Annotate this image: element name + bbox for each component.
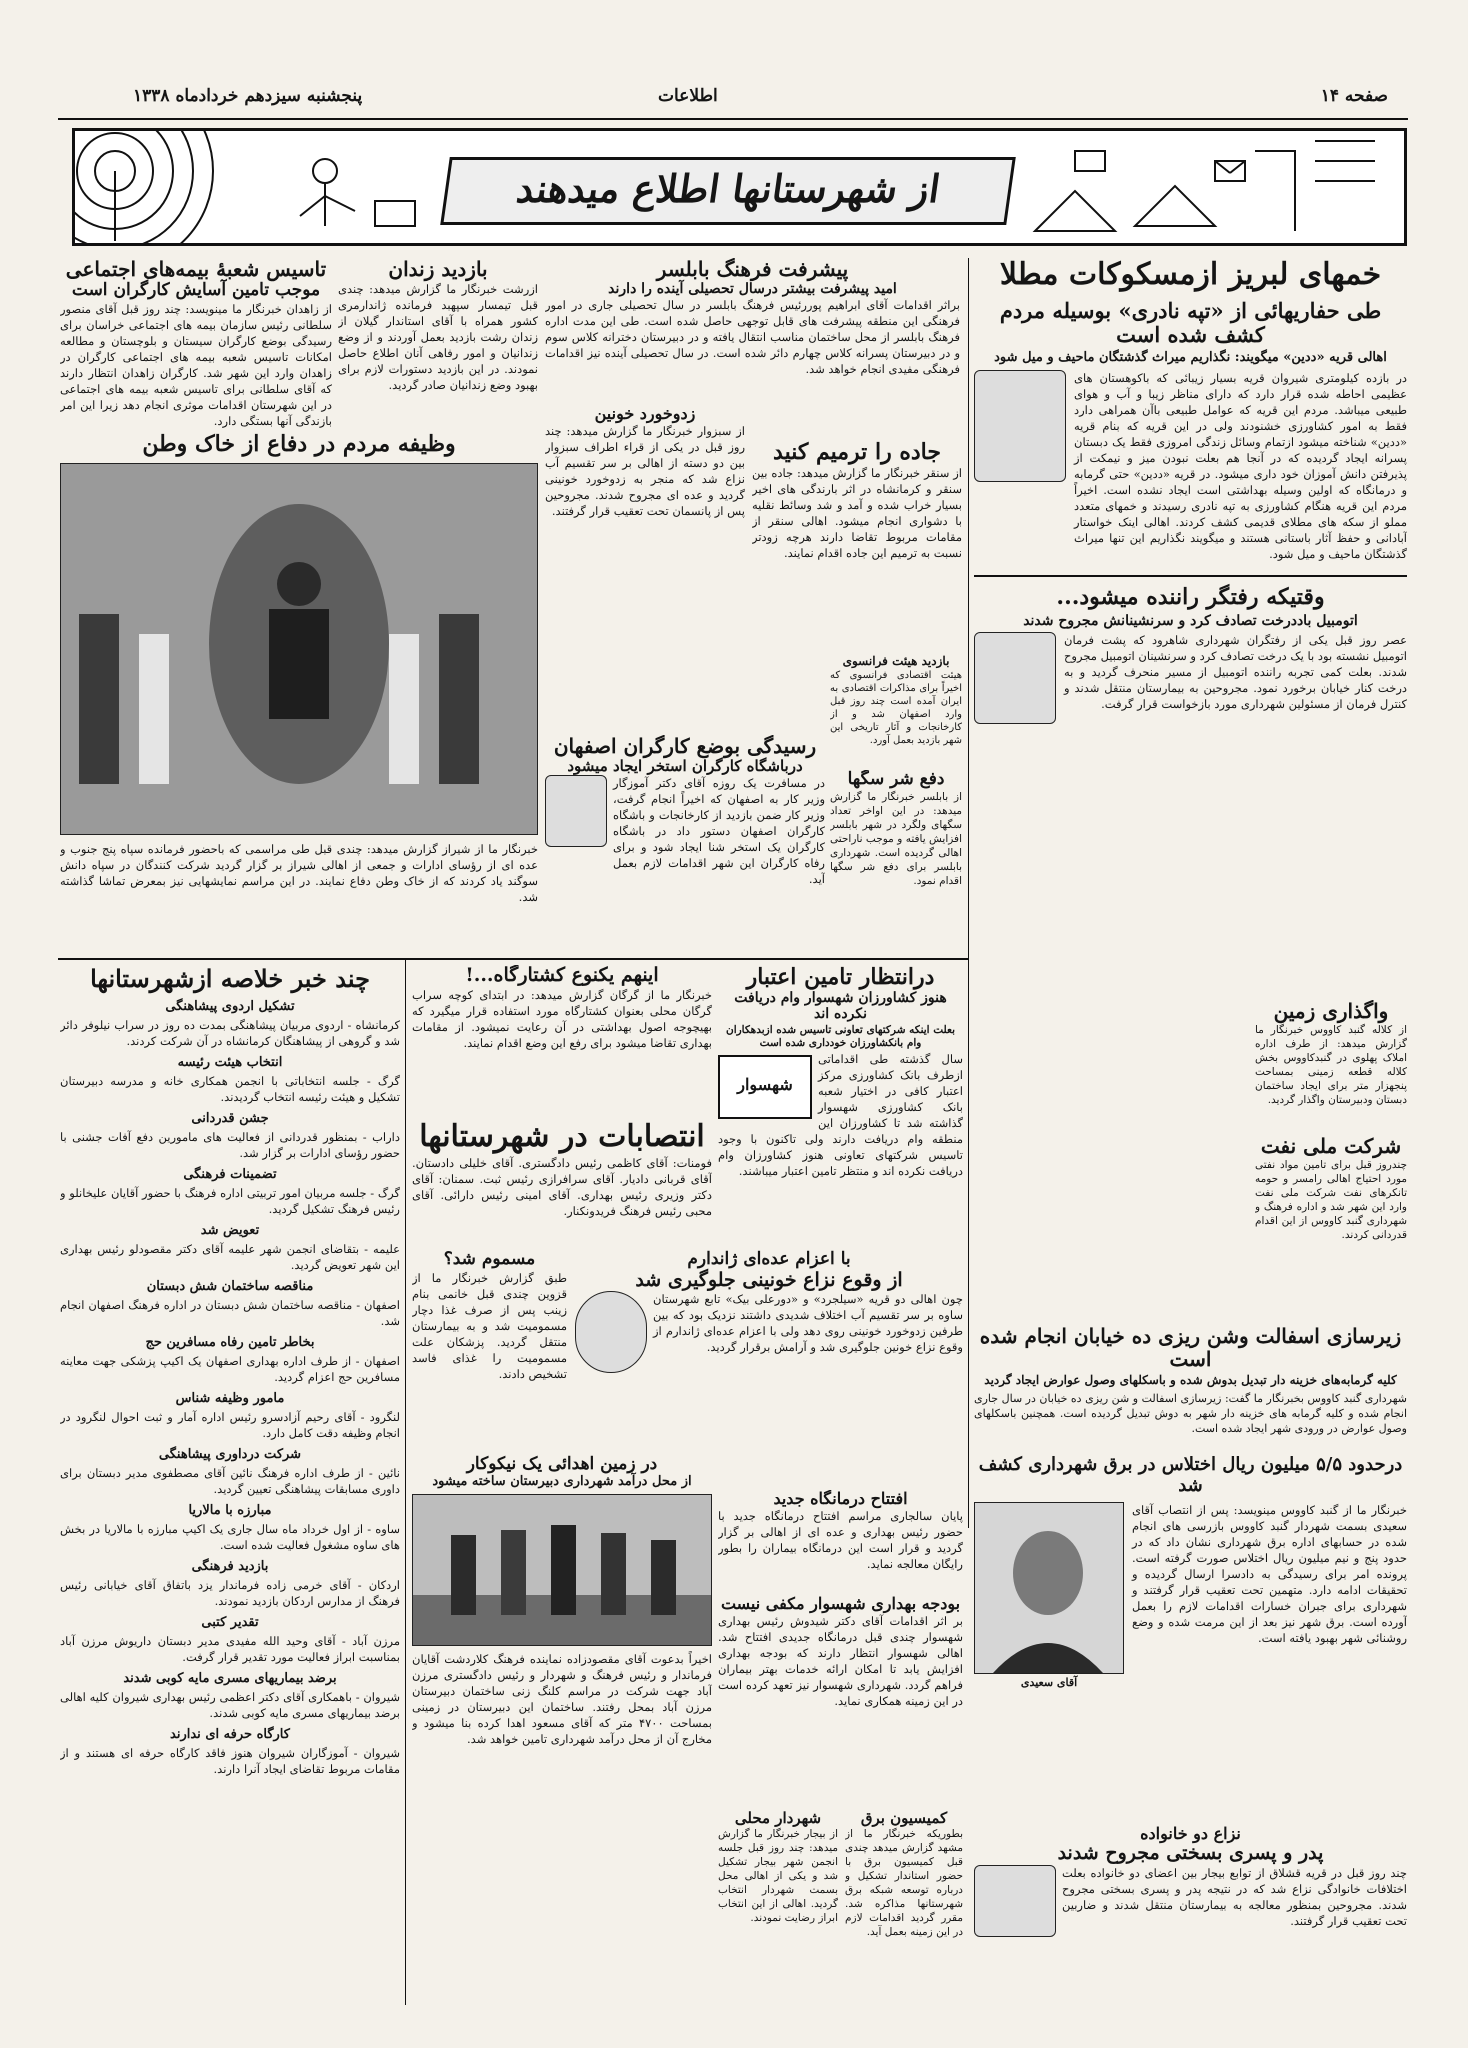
- story-killer: [412, 965, 712, 1115]
- body-accident: عصر روز قبل یکی از رفتگران شهرداری شاهرود که پشت فرمان اتومبیل نشسته بود با یک درخت تصادف کرد و سرنشینان اتومبیل مجروح شدند. بعلت کمی تجربه راننده اتومبیل از مسیر منحرف گردید و به درخت کنار خیابان برخورد نمود. مجروحین به بیمارستان منتقل شدند و کنترل فرمان از مسئولین شهرداری مورد بازخواست قرار گرفت.: [1064, 633, 1407, 712]
- subhead: درباشگاه کارگران استخر ایجاد میشود: [567, 757, 803, 775]
- summary-item-text: مرزن آباد - آقای وحید الله مفیدی مدیر دبستان داریوش مرزن آباد بمناسبت ابراز فعالیت مورد تقدیر قرار گرفت.: [60, 1633, 400, 1664]
- body: بر اثر اقدامات آقای دکتر شیدوش رئیس بهداری شهسوار چندی قبل درمانگاه جدیدی افتتاح شد. اهالی شهسوار انتظار دارند که بودجه بهداری افزایش یابد تا امکان ارائه خدمات بهتر بیماران فراهم گردد. شهرداری شهسوار نیز تعهد کرده است در این زمینه همکاری نماید.: [718, 1614, 963, 1709]
- summary-item-title: بازدید فرهنگی: [191, 1558, 269, 1574]
- headline: پیشرفت فرهنگ بابلسر: [656, 258, 849, 281]
- summary-item-text: اصفهان - مناقصه ساختمان شش دبستان در اداره فرهنگ اصفهان انجام شد.: [60, 1297, 400, 1328]
- summary-item-title: تضمینات فرهنگی: [183, 1166, 277, 1182]
- summary-item-title: تقدیر کتبی: [201, 1614, 259, 1630]
- summary-item-title: مبارزه با مالاریا: [188, 1502, 272, 1518]
- banner-title: از شهرستانها اطلاع میدهند: [440, 157, 1016, 225]
- story-tabriz: [974, 258, 1407, 998]
- subhead: هنوز کشاورزان شهسوار وام دریافت نکرده اند: [734, 990, 947, 1023]
- story-defense: [60, 432, 538, 952]
- headline: بودجه بهداری شهسوار مکفی نیست: [720, 1595, 961, 1613]
- summary-item-text: اصفهان - از طرف اداره بهداری اصفهان یک اکیپ پزشکی جهت معاینه مسافرین حج اعزام گردید.: [60, 1353, 400, 1384]
- body: در مسافرت یک روزه آقای دکتر آموزگار وزیر کار به اصفهان که اخیراً انجام گرفت، وزیر کار ضمن بازدید از کارخانجات و باشگاه کارگران اصفهان دستور داد در باشگاه کارگران یک استخر شنا ایجاد شود و برای رفاه کارگران این شهر اقدامات لازم بعمل آید.: [613, 776, 825, 887]
- body: ازرشت خبرنگار ما گزارش میدهد: چندی قبل تیمسار سپهبد فرمانده ژاندارمری کشور همراه با آقای استاندار گیلان از زندان رشت بازدید بعمل آوردند و از وضع زندانیان و امور رفاهی آنان اطلاع حاصل نمودند. در این بازدید دستورات لازم برای بهبود وضع زندانیان صادر گردید.: [338, 282, 538, 392]
- body: خبرنگار ما از گنبد کاووس مینویسد: پس از انتصاب آقای سعیدی بسمت شهردار گنبد کاووس بازرسی های انجام شده در حسابهای اداره برق شهرداری نشان داد که در حدود پنج و نیم میلیون ریال اختلاس صورت گرفته است. پرونده امر برای رسیدگی به دادسرا ارسال گردیده و تحقیقات ادامه دارد. متهمین تحت تعقیب قرار گرفتند و شهرداری برای جبران خسارات اقدامات لازم را بعمل آورده است. برق شهر نیز بعد از این مرمت شده و وضع روشنائی شهر بهبود یافته است.: [1132, 1503, 1407, 1646]
- summary-item-text: لنگرود - آقای رحیم آزادسرو رئیس اداره آمار و ثبت احوال لنگرود در انجام وظیفه دقت کامل دارد.: [60, 1409, 400, 1440]
- headline: جاده را ترمیم کنید: [773, 440, 941, 465]
- story-credit: [718, 965, 963, 1215]
- story-culture: [545, 258, 960, 398]
- summary-item-text: اردکان - آقای خرمی زاده فرماندار یزد باتفاق آقای خیابانی رئیس فرهنگ از مدارس اردکان بازدید نمودند.: [60, 1577, 400, 1608]
- subhead: موجب تامین آسایش کارگران است: [71, 280, 321, 300]
- headline: کمیسیون برق: [860, 1810, 948, 1827]
- summary-item-text: ساوه - از اول خرداد ماه سال جاری یک اکیپ مبارزه با مالاریا در بخش های ساوه مشغول فعالیت شده است.: [60, 1521, 400, 1552]
- headline: بازدید زندان: [388, 258, 488, 281]
- headline: انتصابات در شهرستانها: [419, 1120, 705, 1154]
- portrait-caption: آقای سعیدی: [1020, 1676, 1078, 1690]
- lead: بعلت اینکه شرکتهای تعاونی تاسیس شده ازبدهکاران وام بانکشاورزان خودداری شده است: [725, 1024, 956, 1049]
- headline: وظیفه مردم در دفاع از خاک وطن: [142, 432, 456, 457]
- car-crash-icon: [974, 632, 1056, 724]
- headline: زیرسازی اسفالت وشن ریزی ده خیابان انجام شده است: [979, 1325, 1402, 1371]
- subhead: طی حفاریهائی از «تپه نادری» بوسیله مردم کشف شده است: [999, 297, 1382, 347]
- body: فومنات: آقای کاظمی رئیس دادگستری. آقای خلیلی دادستان. آقای قربانی دادیار. آقای سرافرازی رئیس ثبت. سمنان: آقای دکتر وزیری رئیس بهداری. آقای امینی رئیس دارائی. آقای محبی رئیس فرهنگ فریدونکنار.: [412, 1155, 712, 1218]
- summary-item-title: بخاطر تامین رفاه مسافرین حج: [145, 1334, 315, 1350]
- summary-item-title: جشن قدردانی: [191, 1110, 269, 1126]
- body: از کلاله گنبد کاووس خبرنگار ما گزارش میدهد: از طرف اداره املاک پهلوی در گنبدکاووس بخش کلاله قطعه زمینی بمساحت پنجهزار متر برای ایجاد ساختمان دبستان ودبیرستان واگذار گردید.: [1255, 1024, 1407, 1106]
- groundbreaking-photo: [412, 1494, 712, 1646]
- headline: شهردار محلی: [734, 1810, 822, 1827]
- summary-item-title: شرکت درداوری پیشاهنگی: [158, 1446, 302, 1462]
- subhead: از وقوع نزاع خونینی جلوگیری شد: [635, 1268, 903, 1291]
- headline: در زمین اهدائی یک نیکوکار: [466, 1455, 658, 1474]
- summary-item-text: داراب - بمنظور قدردانی از فعالیت های مامورین دفع آفات جشنی با حضور رؤسای ادارات بر گزار شد.: [60, 1129, 400, 1160]
- story-land: [1255, 1000, 1407, 1130]
- subhead-accident: اتومبیل باددرخت تصادف کرد و سرنشینانش مجروح شدند: [1023, 613, 1358, 630]
- story-clinic: [718, 1490, 963, 1590]
- headline: نزاع دو خانواده: [1140, 1825, 1241, 1843]
- headline: زدوخورد خونین: [594, 405, 696, 423]
- body: از زاهدان خبرنگار ما مینویسد: چند روز قبل آقای منصور سلطانی رئیس سازمان بیمه های اجتماعی خراسان برای رسیدگی بوضع کارگران سیستان و بلوچستان و مطالعه امکانات تاسیس شعبه بیمه های اجتماعی کارگران در زاهدان وارد این شهر شد. کارگران زاهدان انتظار دارند که آقای سلطانی برای تاسیس شعبه بیمه های اجتماعی در این شهرستان اقدامات موثری انجام دهد زیرا این امر بازندگی آنها بستگی دارد.: [60, 301, 332, 428]
- story-feud: [974, 1825, 1407, 2005]
- body: در بازده کیلومتری شیروان قریه بسیار زیبائی که باکوهستان های عظیمی احاطه شده قرار دارد که دارای مناظر زیبا و آب و هوای طبیعی میباشد. مردم این قریه که عوامل طبیعی باآن همراهی دارد فقط به امور کشاورزی خشنودند ولی در این قریه که بنام قریه «ددین» شناخته میشود ازتمام وسائل زندگی امروزی فقط یک دبستان پسرانه ایجاد گردیده که در آنجا هم بعلت نبودن میز و نیمکت از پذیرفتن دانش آموزان خود داری میشود. در قریه «ددین» حتی گرمابه و درمانگاه که اولین وسیله بهداشتی است ایجاد نشده است. اخیراً مردم این قریه هنگام کشاورزی به تپه نادری رسیدند و خمهای متعدد مملو از سکه های مطلای قدیمی کشف کردند. اهالی اینک خواستار آبادانی و حفظ آثار باستانی هستند و میگویند نگذاریم این تنها میراث گذشتگان ماحیف و میل شود.: [1074, 370, 1407, 561]
- headline: مسموم شد؟: [443, 1250, 536, 1269]
- story-school: [412, 1455, 712, 2005]
- house-icon: [974, 1865, 1056, 1937]
- issue-date: پنجشنبه سیزدهم خردادماه ۱۳۳۸: [133, 86, 363, 106]
- body: خبرنگار ما از گرگان گزارش میدهد: در ابتدای کوچه سراب گرگان محلی بعنوان کشتارگاه مورد استفاده قرار میگیرد که بهیچوجه اصول بهداشتی در آن رعایت نمیشود. از مقامات بهداری تقاضا میشود برای رفع این وضع اقدام نمایند.: [412, 987, 712, 1050]
- story-mayor: [718, 1810, 838, 2005]
- summary-item-title: کارگاه حرفه ای ندارند: [170, 1726, 290, 1742]
- story-summary: [60, 965, 400, 2005]
- body: چند روز قبل در قریه قشلاق از توابع بیجار بین اعضای دو خانواده بعلت اختلافات خانوادگی نزاع شد که در نتیجه پدر و پسری بسختی مجروح شدند. مجروحین بمنظور معالجه به بیمارستان منتقل شدند و ضاربین تحت تعقیب قرار گرفتند.: [1062, 1866, 1407, 1929]
- headline: دفع شر سگها: [847, 770, 945, 789]
- summary-item-text: گرگ - جلسه مربیان امور تربیتی اداره فرهنگ با حضور آقایان علیخانلو و رئیس فرهنگ تشکیل گردید.: [60, 1185, 400, 1216]
- story-blood: [545, 405, 745, 725]
- story-postings: [412, 1120, 712, 1245]
- ceremony-photo: [60, 463, 538, 835]
- story-oil: [1255, 1135, 1407, 1320]
- story-gendarmes: [575, 1250, 963, 1480]
- headline: افتتاح درمانگاه جدید: [773, 1490, 908, 1508]
- headline: واگذاری زمین: [1273, 1000, 1389, 1023]
- story-isfahan: [545, 735, 825, 985]
- body: از بابلسر خبرنگار ما گزارش میدهد: در این اواخر تعداد سگهای ولگرد در شهر بابلسر افزایش یافته و موجب ناراحتی اهالی گردیده است. شهرداری بابلسر برای دفع شر سگها اقدام نمود.: [830, 790, 962, 887]
- story-prison: [338, 258, 538, 428]
- wheat-sheaf-icon: [974, 370, 1066, 482]
- story-poison: [412, 1250, 567, 1410]
- groundbreaking-photo-image: [412, 1495, 711, 1645]
- building-icon: [545, 775, 607, 847]
- story-insurance: [60, 258, 332, 428]
- body: شهرداری گنبد کاووس بخبرنگار ما گفت: زیرسازی اسفالت و شن ریزی ده خیابان در سال جاری انجام شده و کلیه گرمابه های خزینه دار شهر به دوش تبدیل گردیده است. همچنین باسکلهای وصول عوارض در ورودی شهر ایجاد شده است.: [974, 1391, 1407, 1435]
- story-asphalt: [974, 1325, 1407, 1455]
- hand-grenade-icon: [575, 1291, 647, 1373]
- headline: خمهای لبریز ازمسکوکات مطلا: [999, 258, 1382, 292]
- body: اخیراً بدعوت آقای مقصودزاده نماینده فرهنگ کلاردشت آقایان فرماندار و رئیس فرهنگ و شهردار و رئیس دادگستری مرزن آباد جهت شرکت در مراسم کلنگ زنی ساختمان دبیرستان مرزن آباد بمحل رفتند. ساختمان این دبیرستان در زمینی بمساحت ۴۷۰۰ متر که آقای مسعود اهدا کرده بنا میشود و مخارج آن از محل درآمد شهرداری تامین خواهد شد.: [412, 1652, 712, 1747]
- shahsavar-stamp: شهسوار: [718, 1055, 812, 1119]
- summary-item-title: تشکیل اردوی پیشاهنگی: [165, 998, 295, 1014]
- masthead: [58, 82, 1408, 120]
- summary-item-text: کرمانشاه - اردوی مربیان پیشاهنگی بمدت ده روز در سراب نیلوفر دائر شد و گروهی از پیشاهنگان کرمانشاه در آن شرکت کردند.: [60, 1017, 400, 1048]
- body: پایان سالجاری مراسم افتتاح درمانگاه جدید با حضور رئیس بهداری و عده ای از اهالی بر گزار گردید و قرار است این درمانگاه بیماران را بطور رایگان معالجه نماید.: [718, 1509, 963, 1572]
- headline: تاسیس شعبهٔ بیمه‌های اجتماعی: [65, 258, 327, 281]
- headline: رسیدگی بوضع کارگران اصفهان: [553, 735, 817, 758]
- subhead: از محل درآمد شهرداری دبیرستان ساخته میشود: [432, 1473, 692, 1489]
- body: طبق گزارش خبرنگار ما از قزوین چندی قبل خانمی بنام زینب پس از صرف غذا دچار مسمومیت شد و به بیمارستان منتقل گردید. پزشکان علت مسمومیت را غذای فاسد تشخیص دادند.: [412, 1270, 567, 1381]
- story-french: [830, 655, 962, 765]
- body: از سبزوار خبرنگار ما گزارش میدهد: چند روز قبل در یکی از قراء اطراف سبزوار بین دو دسته از اهالی بر سر تقسیم آب نزاع شد که منجر به زدوخورد خونینی گردید و عده ای مجروح شدند. مجروحین پس از پانسمان تحت تعقیب قرار گرفتند.: [545, 424, 745, 519]
- summary-item-title: مامور وظیفه شناس: [175, 1390, 285, 1406]
- headline: بازدید هیئت فرانسوی: [842, 655, 950, 668]
- summary-item-text: گرگ - جلسه انتخاباتی با انجمن همکاری خانه و مدرسه دبیرستان تشکیل و هیئت رئیسه انتخاب گردیدند.: [60, 1073, 400, 1104]
- subhead: امید پیشرفت بیشتر درسال تحصیلی آینده را دارند: [608, 281, 897, 297]
- section-banner: [72, 128, 1407, 246]
- body: بطوریکه خبرنگار ما از مشهد گزارش میدهد چندی قبل کمیسیون برق با حضور استاندار تشکیل و درباره توسعه شبکه برق شهرستانها مذاکره شد. مقرر گردید اقدامات لازم در این زمینه بعمل آید.: [845, 1828, 963, 1939]
- headline: درحدود ۵/۵ میلیون ریال اختلاس در برق شهرداری کشف شد: [978, 1455, 1403, 1496]
- headline: با اعزام عده‌ای ژاندارم: [687, 1250, 851, 1269]
- summary-item-text: نائین - از طرف اداره فرهنگ نائین آقای مصطفوی مدیر دبستان برای داوری مسابقات پیشاهنگی تعیین گردید.: [60, 1465, 400, 1496]
- caption: خبرنگار ما از شیراز گزارش میدهد: چندی قبل طی مراسمی که باحضور فرمانده سپاه پنج جنوب و عده ای از رؤسای ادارات و جمعی از اهالی شیراز بر گزار گردید شرکت کنندگان در سپاه دانش سوگند یاد کردند که از خاک وطن دفاع نمایند. در این مراسم نمایشهایی نیز بمعرض تماشا گذاشته شد.: [60, 842, 538, 905]
- summary-item-text: شیروان - آموزگاران شیروان هنوز فاقد کارگاه حرفه ای هستند و از مقامات مربوط تقاضای ایجاد آنرا دارند.: [60, 1745, 400, 1776]
- ceremony-photo-image: [60, 464, 537, 834]
- story-power: [845, 1810, 963, 2005]
- story-health-budget: [718, 1595, 963, 1805]
- body: سال گذشته طی اقداماتی ازطرف بانک کشاورزی مرکز اعتبار کافی در اختیار شعبه بانک کشاورزی شهسوار گذاشته شد تا کشاورزان این منطقه وام دریافت دارند ولی تاکنون با وجود تاسیس شرکتهای تعاونی هنوز کشاورزان وام دریافت نکرده اند و منتظر تامین اعتبار میباشند.: [718, 1051, 963, 1178]
- body: از بیجار خبرنگار ما گزارش میدهد: چند روز قبل جلسه انجمن شهر بیجار تشکیل شد و یکی از اهالی محل بسمت شهردار انتخاب گردید. اهالی از این انتخاب ابراز رضایت نمودند.: [718, 1828, 838, 1925]
- subhead: پدر و پسری بسختی مجروح شدند: [1057, 1842, 1324, 1865]
- portrait-photo: [974, 1502, 1124, 1674]
- summary-item-title: تعویض شد: [200, 1222, 260, 1238]
- story-embezzle: [974, 1455, 1407, 1820]
- body: از سنقر خبرنگار ما گزارش میدهد: جاده بین سنقر و کرمانشاه در اثر بارندگی های اخیر بسیار خراب شده و آمد و شد وسائط نقلیه با دشواری انجام میشود. اهالی سنقر از مقامات مربوط تقاضا دارند هرچه زودتر نسبت به ترمیم این جاده اقدام نمایند.: [752, 466, 962, 561]
- lead: اهالی قریه «ددین» میگویند: نگذاریم میراث گذشتگان ماحیف و میل شود: [994, 349, 1387, 365]
- headline: شرکت ملی نفت: [1260, 1135, 1402, 1158]
- body: چندروز قبل برای تامین مواد نفتی مورد احتیاج اهالی رامسر و حومه تانکرهای نفت شرکت ملی نفت وارد این شهر شد و اداره فرهنگ و شهرداری گنبد کاووس از این اقدام قدردانی کردند.: [1255, 1159, 1407, 1241]
- headline: اینهم یکنوع کشتارگاه...!: [465, 965, 659, 986]
- portrait-photo-image: [974, 1503, 1123, 1673]
- headline: چند خبر خلاصه ازشهرستانها: [90, 965, 370, 993]
- summary-item-title: برضد بیماریهای مسری مایه کوبی شدند: [123, 1670, 337, 1686]
- newspaper-name: اطلاعات: [658, 86, 718, 106]
- subhead: کلیه گرمابه‌های خزینه دار تبدیل بدوش شده و باسکلهای وصول عوارض ایجاد گردید: [984, 1373, 1397, 1387]
- headline-accident: وقتیکه رفتگر راننده میشود...: [1056, 583, 1325, 610]
- summary-item-title: مناقصه ساختمان شش دبستان: [146, 1278, 314, 1294]
- summary-item-text: علیمه - بتقاضای انجمن شهر علیمه آقای دکتر مقصودلو رئیس بهداری این شهر تعویض گردید.: [60, 1241, 400, 1272]
- story-dogs: [830, 770, 962, 970]
- body: براثر اقدامات آقای ابراهیم پوررئیس فرهنگ بابلسر در سال تحصیلی جاری در امور فرهنگی این منطقه پیشرفت های قابل توجهی حاصل شده است. طی این مدت اداره فرهنگ بابلسر از محل ساختمان مناسب انتقال یافته و در دبیرستان دخترانه کلاس سوم و در دبیرستان پسرانه کلاس چهارم دائر شده است. در سال تحصیلی آینده نیز اقدامات فرهنگی مفیدی انجام خواهد شد.: [545, 298, 960, 377]
- body: هیئت اقتصادی فرانسوی که اخیراً برای مذاکرات اقتصادی به ایران آمده است چند روز قبل وارد اصفهان شد و از کارخانجات و آثار تاریخی این شهر بازدید بعمل آورد.: [830, 669, 962, 746]
- summary-item-text: شیروان - باهمکاری آقای دکتر اعظمی رئیس بهداری شیروان کلیه اهالی برضد بیماریهای مسری مایه کوبی شدند.: [60, 1689, 400, 1720]
- headline: درانتظار تامین اعتبار: [746, 965, 935, 990]
- summary-item-title: انتخاب هیئت رئیسه: [177, 1054, 283, 1070]
- page-number: صفحه ۱۴: [1320, 86, 1388, 106]
- story-road: [752, 440, 962, 690]
- body: چون اهالی دو قریه «سیلجرد» و «دورعلی بیک» تابع شهرستان ساوه بر سر تقسیم آب اختلاف شدیدی داشتند نزدیک بود که بین طرفین زدوخورد خونینی روی دهد ولی با اعزام عده‌ای ژاندارم از وقوع نزاع خونین جلوگیری شد و آرامش برقرار گردید.: [653, 1292, 963, 1355]
